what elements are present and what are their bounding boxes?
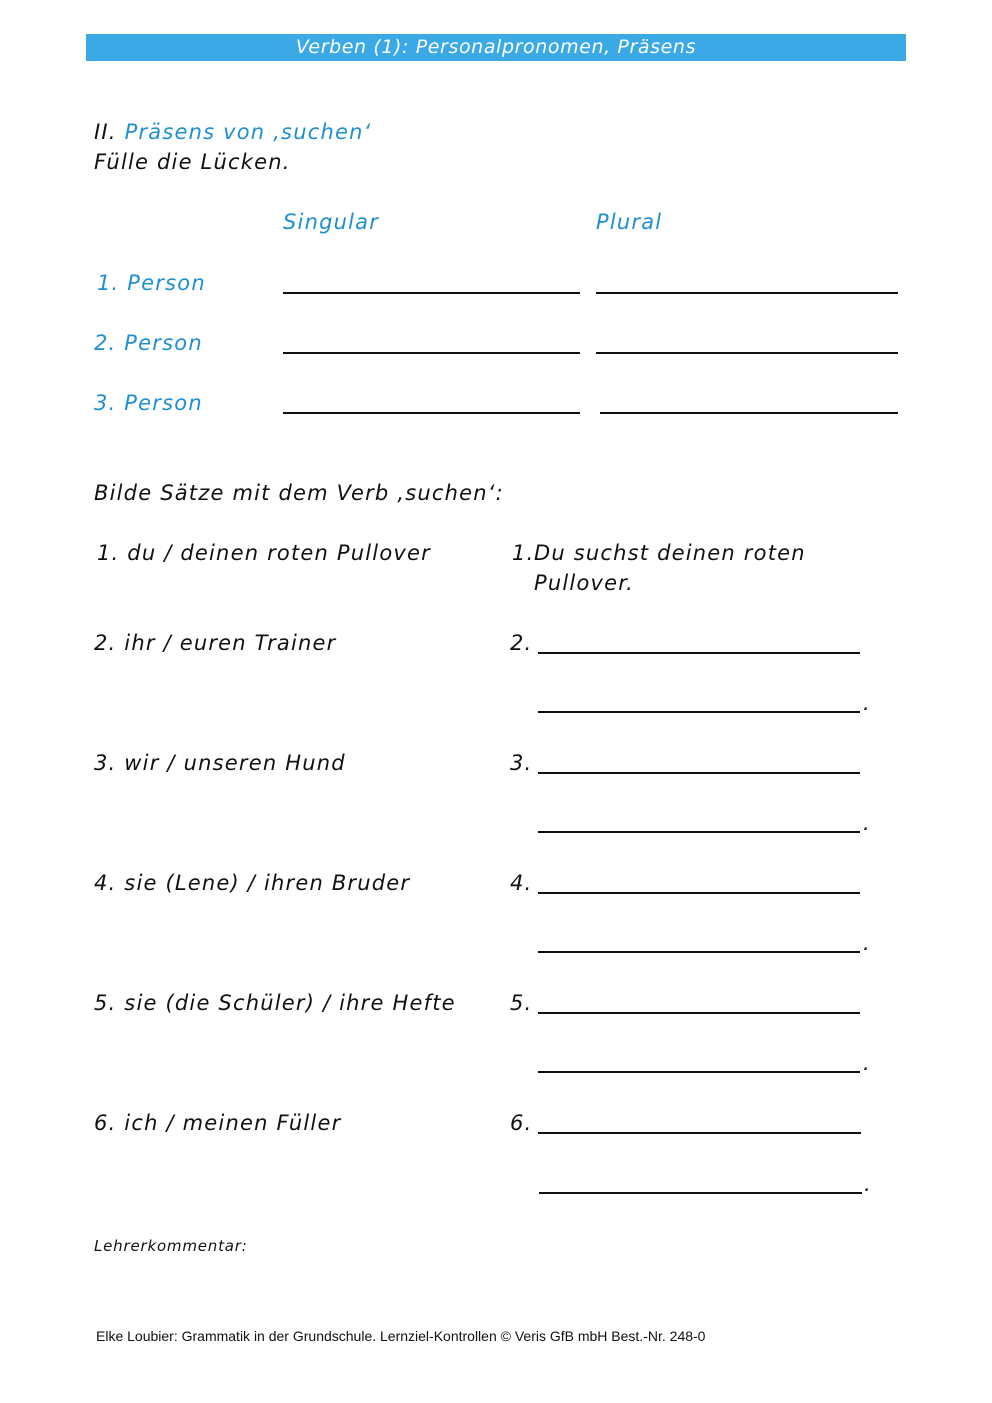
example-answer-line-1: Du suchst deinen roten	[534, 541, 806, 565]
answer-line-2a[interactable]	[538, 652, 860, 654]
answer-end-mark-6: .	[864, 1172, 872, 1196]
answer-line-6b[interactable]	[539, 1192, 862, 1194]
header-bar	[86, 34, 906, 61]
answer-number-3: 3.	[510, 751, 533, 775]
footer-credits: Elke Loubier: Grammatik in der Grundschule. Lernziel-Kontrollen © Veris GfB mbH Best.-Nr. 248-0	[96, 1328, 706, 1344]
row-label-person-2: 2. Person	[94, 331, 203, 355]
answer-line-5b[interactable]	[538, 1071, 860, 1073]
example-answer-line-2: Pullover.	[534, 571, 635, 595]
sentence-prompt-3: 3. wir / unseren Hund	[94, 751, 346, 775]
answer-end-mark-5: .	[863, 1051, 871, 1075]
answer-line-3b[interactable]	[538, 831, 860, 833]
answer-end-mark-3: .	[863, 811, 871, 835]
answer-line-singular-2[interactable]	[283, 352, 580, 354]
answer-line-5a[interactable]	[538, 1012, 860, 1014]
answer-number-5: 5.	[510, 991, 533, 1015]
answer-line-2b[interactable]	[538, 711, 860, 713]
sentence-prompt-4: 4. sie (Lene) / ihren Bruder	[94, 871, 411, 895]
answer-end-mark-2: .	[863, 691, 871, 715]
sentences-instruction: Bilde Sätze mit dem Verb ‚suchen‘:	[94, 481, 504, 505]
answer-number-4: 4.	[510, 871, 533, 895]
answer-number-1: 1.	[512, 541, 535, 565]
sentence-prompt-2: 2. ihr / euren Trainer	[94, 631, 337, 655]
answer-line-singular-3[interactable]	[283, 412, 580, 414]
section-instruction: Fülle die Lücken.	[94, 150, 291, 174]
answer-number-2: 2.	[510, 631, 533, 655]
answer-end-mark-4: .	[863, 931, 871, 955]
column-header-singular: Singular	[283, 210, 380, 234]
row-label-person-1: 1. Person	[97, 271, 206, 295]
answer-line-plural-1[interactable]	[596, 292, 898, 294]
section-title: Präsens von ‚suchen‘	[124, 120, 372, 144]
teacher-comment-label: Lehrerkommentar:	[94, 1237, 248, 1255]
row-label-person-3: 3. Person	[94, 391, 203, 415]
answer-line-4b[interactable]	[538, 951, 860, 953]
sentence-prompt-1: 1. du / deinen roten Pullover	[97, 541, 431, 565]
column-header-plural: Plural	[596, 210, 663, 234]
answer-line-plural-3[interactable]	[600, 412, 898, 414]
sentence-prompt-6: 6. ich / meinen Füller	[94, 1111, 342, 1135]
answer-line-3a[interactable]	[538, 772, 860, 774]
answer-line-6a[interactable]	[538, 1132, 861, 1134]
section-number: II.	[94, 120, 117, 144]
sentence-prompt-5: 5. sie (die Schüler) / ihre Hefte	[94, 991, 456, 1015]
answer-line-4a[interactable]	[538, 892, 860, 894]
answer-number-6: 6.	[510, 1111, 533, 1135]
section-heading	[94, 120, 371, 144]
answer-line-singular-1[interactable]	[283, 292, 580, 294]
answer-line-plural-2[interactable]	[596, 352, 898, 354]
header-title: Verben (1): Personalpronomen, Präsens	[295, 36, 697, 58]
